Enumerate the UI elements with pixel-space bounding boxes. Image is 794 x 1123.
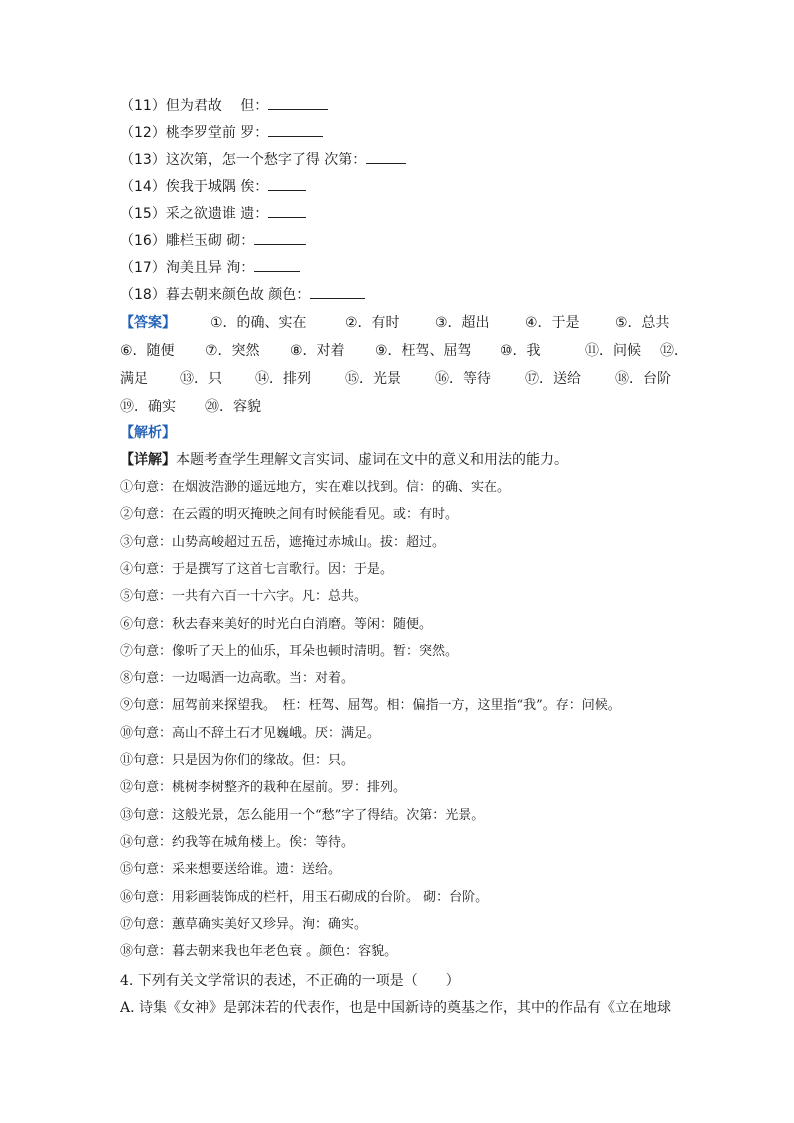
analysis-item: ⑫句意：桃树李树整齐的栽种在屋前。罗：排列。 (120, 780, 407, 795)
analysis-item: ②句意：在云霞的明灭掩映之间有时候能看见。或：有时。 (120, 507, 459, 522)
answer-blank[interactable] (310, 284, 365, 299)
vocab-text: 但为君故 但： (165, 98, 269, 114)
answer-item: ①．的确、实在 (210, 315, 307, 331)
vocab-text: 这次第，怎一个愁字了得 次第： (165, 152, 367, 168)
analysis-item: ⑤句意：一共有六百一十六字。凡：总共。 (120, 589, 368, 604)
answer-item: ④．于是 (525, 315, 580, 331)
answer-item: ⑦．突然 (205, 343, 260, 359)
analysis-item: ⑩句意：高山不辞土石才见巍峨。厌：满足。 (120, 726, 381, 741)
vocab-text: 桃李罗堂前 罗： (165, 125, 269, 141)
answer-blank[interactable] (268, 203, 306, 218)
answer-blank[interactable] (254, 257, 300, 272)
question-4-stem: 4. 下列有关文学常识的表述，不正确的一项是（ ） (120, 973, 460, 989)
answer-blank[interactable] (366, 149, 406, 164)
answer-item: ⑥．随便 (120, 343, 175, 359)
vocab-text: 洵美且异 洵： (165, 260, 255, 276)
answer-item: ⑧．对着 (290, 343, 345, 359)
vocab-number: （16） (120, 233, 166, 249)
vocab-item (120, 203, 306, 224)
answer-blank[interactable] (268, 122, 323, 137)
analysis-item: ⑱句意：暮去朝来我也年老色衰 。颜色：容貌。 (120, 944, 398, 959)
vocab-text: 雕栏玉砌 砌： (165, 233, 255, 249)
vocab-number: （17） (120, 260, 166, 276)
answer-blank[interactable] (254, 230, 306, 245)
analysis-item: ⑦句意：像听了天上的仙乐，耳朵也顿时清明。暂：突然。 (120, 644, 459, 659)
vocab-item (120, 95, 328, 116)
analysis-item: ⑧句意：一边喝酒一边高歌。当：对着。 (120, 671, 355, 686)
vocab-text: 暮去朝来颜色故 颜色： (165, 287, 311, 303)
vocab-number: （14） (120, 179, 166, 195)
analysis-item: ⑭句意：约我等在城角楼上。俟：等待。 (120, 835, 355, 850)
analysis-item: ⑰句意：蕙草确实美好又珍异。洵：确实。 (120, 917, 368, 932)
vocab-number: （11） (120, 98, 166, 114)
vocab-item (120, 176, 306, 197)
answer-blank[interactable] (268, 176, 306, 191)
analysis-item: ④句意：于是撰写了这首七言歌行。因：于是。 (120, 562, 394, 577)
vocab-item (120, 284, 365, 305)
question-4-option-a: A. 诗集《女神》是郭沫若的代表作，也是中国新诗的奠基之作，其中的作品有《立在地球 (120, 1000, 672, 1016)
vocab-number: （15） (120, 206, 166, 222)
vocab-item (120, 149, 406, 170)
answer-tag: 【答案】 (120, 315, 176, 331)
detail-line (120, 450, 568, 470)
vocab-text: 采之欲遗谁 遗： (165, 206, 269, 222)
answer-item: 满足 (120, 371, 148, 387)
answer-item: ⑨．枉驾、屈驾 (375, 343, 472, 359)
analysis-tag: 【解析】 (120, 425, 176, 441)
analysis-item: ⑥句意：秋去春来美好的时光白白消磨。等闲：随便。 (120, 617, 433, 632)
answer-item: ②．有时 (345, 315, 400, 331)
vocab-text: 俟我于城隅 俟： (165, 179, 269, 195)
answer-item: ⑮．光景 (345, 371, 401, 387)
answer-item: ⑩．我 (500, 343, 541, 359)
answer-item: ⑫． (660, 343, 688, 359)
vocab-item (120, 122, 323, 143)
vocab-number: （12） (120, 125, 166, 141)
vocab-item (120, 257, 300, 278)
vocab-number: （18） (120, 287, 166, 303)
answer-item: ⑭．排列 (255, 371, 311, 387)
answer-item: ③．超出 (435, 315, 490, 331)
answer-item: ⑰．送给 (525, 371, 581, 387)
detail-text: 本题考查学生理解文言实词、虚词在文中的意义和用法的能力。 (176, 452, 568, 468)
answer-item: ⑪．问候 (585, 343, 641, 359)
answer-item: ⑲．确实 (120, 399, 176, 415)
analysis-item: ⑯句意：用彩画装饰成的栏杆，用玉石砌成的台阶。 砌：台阶。 (120, 890, 489, 905)
answer-item: ⑯．等待 (435, 371, 491, 387)
vocab-number: （13） (120, 152, 166, 168)
answer-item: ⑤．总共 (615, 315, 670, 331)
analysis-item: ③句意：山势高峻超过五岳，遮掩过赤城山。拔：超过。 (120, 535, 446, 550)
analysis-item: ⑬句意：这般光景，怎么能用一个“愁”字了得结。次第：光景。 (120, 808, 485, 823)
answer-item: ⑬．只 (180, 371, 222, 387)
analysis-item: ①句意：在烟波浩渺的遥远地方，实在难以找到。信：的确、实在。 (120, 480, 511, 495)
answer-item: ⑳．容貌 (205, 399, 261, 415)
vocab-item (120, 230, 306, 251)
analysis-item: ⑪句意：只是因为你们的缘故。但：只。 (120, 753, 355, 768)
answer-item: ⑱．台阶 (615, 371, 671, 387)
analysis-item: ⑨句意：屈驾前来探望我。 枉：枉驾、屈驾。相：偏指一方，这里指“我”。存：问候。 (120, 698, 621, 713)
analysis-item: ⑮句意：采来想要送给谁。遗：送给。 (120, 862, 342, 877)
detail-tag: 【详解】 (120, 452, 176, 468)
answer-blank[interactable] (268, 95, 328, 110)
